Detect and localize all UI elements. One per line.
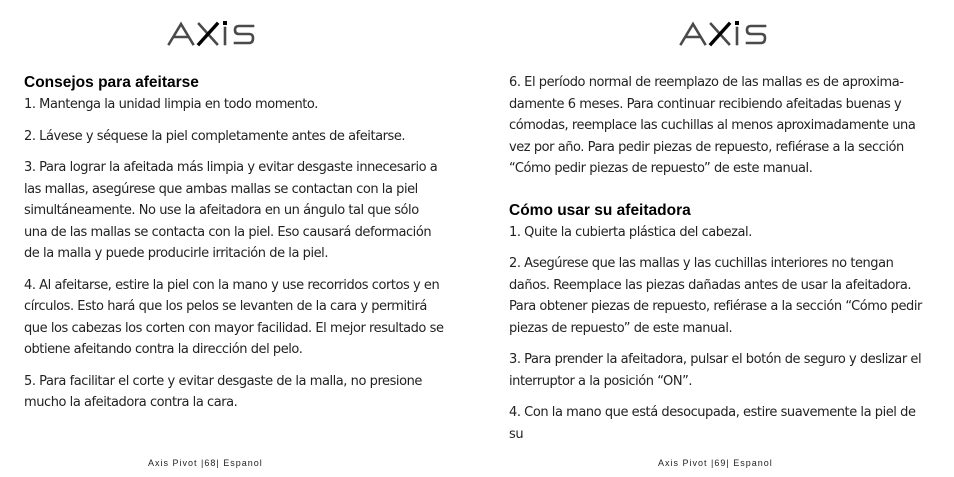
tip-paragraph: 1. Mantenga la unidad limpia en todo momento.: [24, 97, 318, 112]
right-page: [477, 0, 954, 477]
step-paragraph: 1. Quite la cubierta plástica del cabezal.: [509, 224, 752, 240]
tip-paragraph: 2. Lávese y séquese la piel completamente antes de afeitarse.: [24, 128, 406, 144]
tip-paragraph: 6. El período normal de reemplazo de las mallas es de aproxima-damente 6 meses. Para continuar recibiendo afeitadas buenas y cómodas, reemplace las cuchillas al menos aproximadamente una vez por año. Para pedir piezas de repuesto, refiérase a la sección “Cómo pedir piezas de repuesto” de este manual.: [509, 75, 916, 176]
tip-paragraph: 4. Al afeitarse, estire la piel con la mano y use recorridos cortos y en círculos. Esto hará que los pelos se levanten de la cara y permitirá que los cabezas los corten con mayor facilidad. El mejor resultado se obtiene afeitando contra la dirección del pelo.: [24, 277, 444, 357]
section-heading-shaving-tips: Consejos para afeitarse: [24, 74, 199, 91]
page-footer: Axis Pivot |69| Espanol: [658, 458, 773, 468]
left-content: [24, 72, 444, 424]
right-content: [509, 72, 929, 455]
step-paragraph: 4. Con la mano que está desocupada, estire suavemente la piel de su: [509, 405, 916, 442]
step-paragraph: 3. Para prender la afeitadora, pulsar el botón de seguro y deslizar el interruptor a la posición “ON”.: [509, 352, 922, 389]
step-paragraph: 2. Asegúrese que las mallas y las cuchillas interiores no tengan daños. Reemplace las piezas dañadas antes de usar la afeitadora. Para obtener piezas de repuesto, refiérase a la sección “Cómo pedir piezas de repuesto” de este manual.: [509, 256, 922, 336]
tip-paragraph: 3. Para lograr la afeitada más limpia y evitar desgaste innecesario a las mallas, asegúrese que ambas mallas se contactan con la piel simultáneamente. No use la afeitadora en un ángulo tal que sólo una de las mallas se contacta con la piel. Eso causará deformación de la malla y puede producirle irritación de la piel.: [24, 160, 438, 261]
axis-logo: [165, 18, 275, 48]
axis-logo: [677, 18, 787, 48]
tip-paragraph: 5. Para facilitar el corte y evitar desgaste de la malla, no presione mucho la afeitadora contra la cara.: [24, 373, 422, 410]
page-footer: Axis Pivot |68| Espanol: [148, 458, 263, 468]
section-heading-how-to-use: Cómo usar su afeitadora: [509, 201, 691, 219]
